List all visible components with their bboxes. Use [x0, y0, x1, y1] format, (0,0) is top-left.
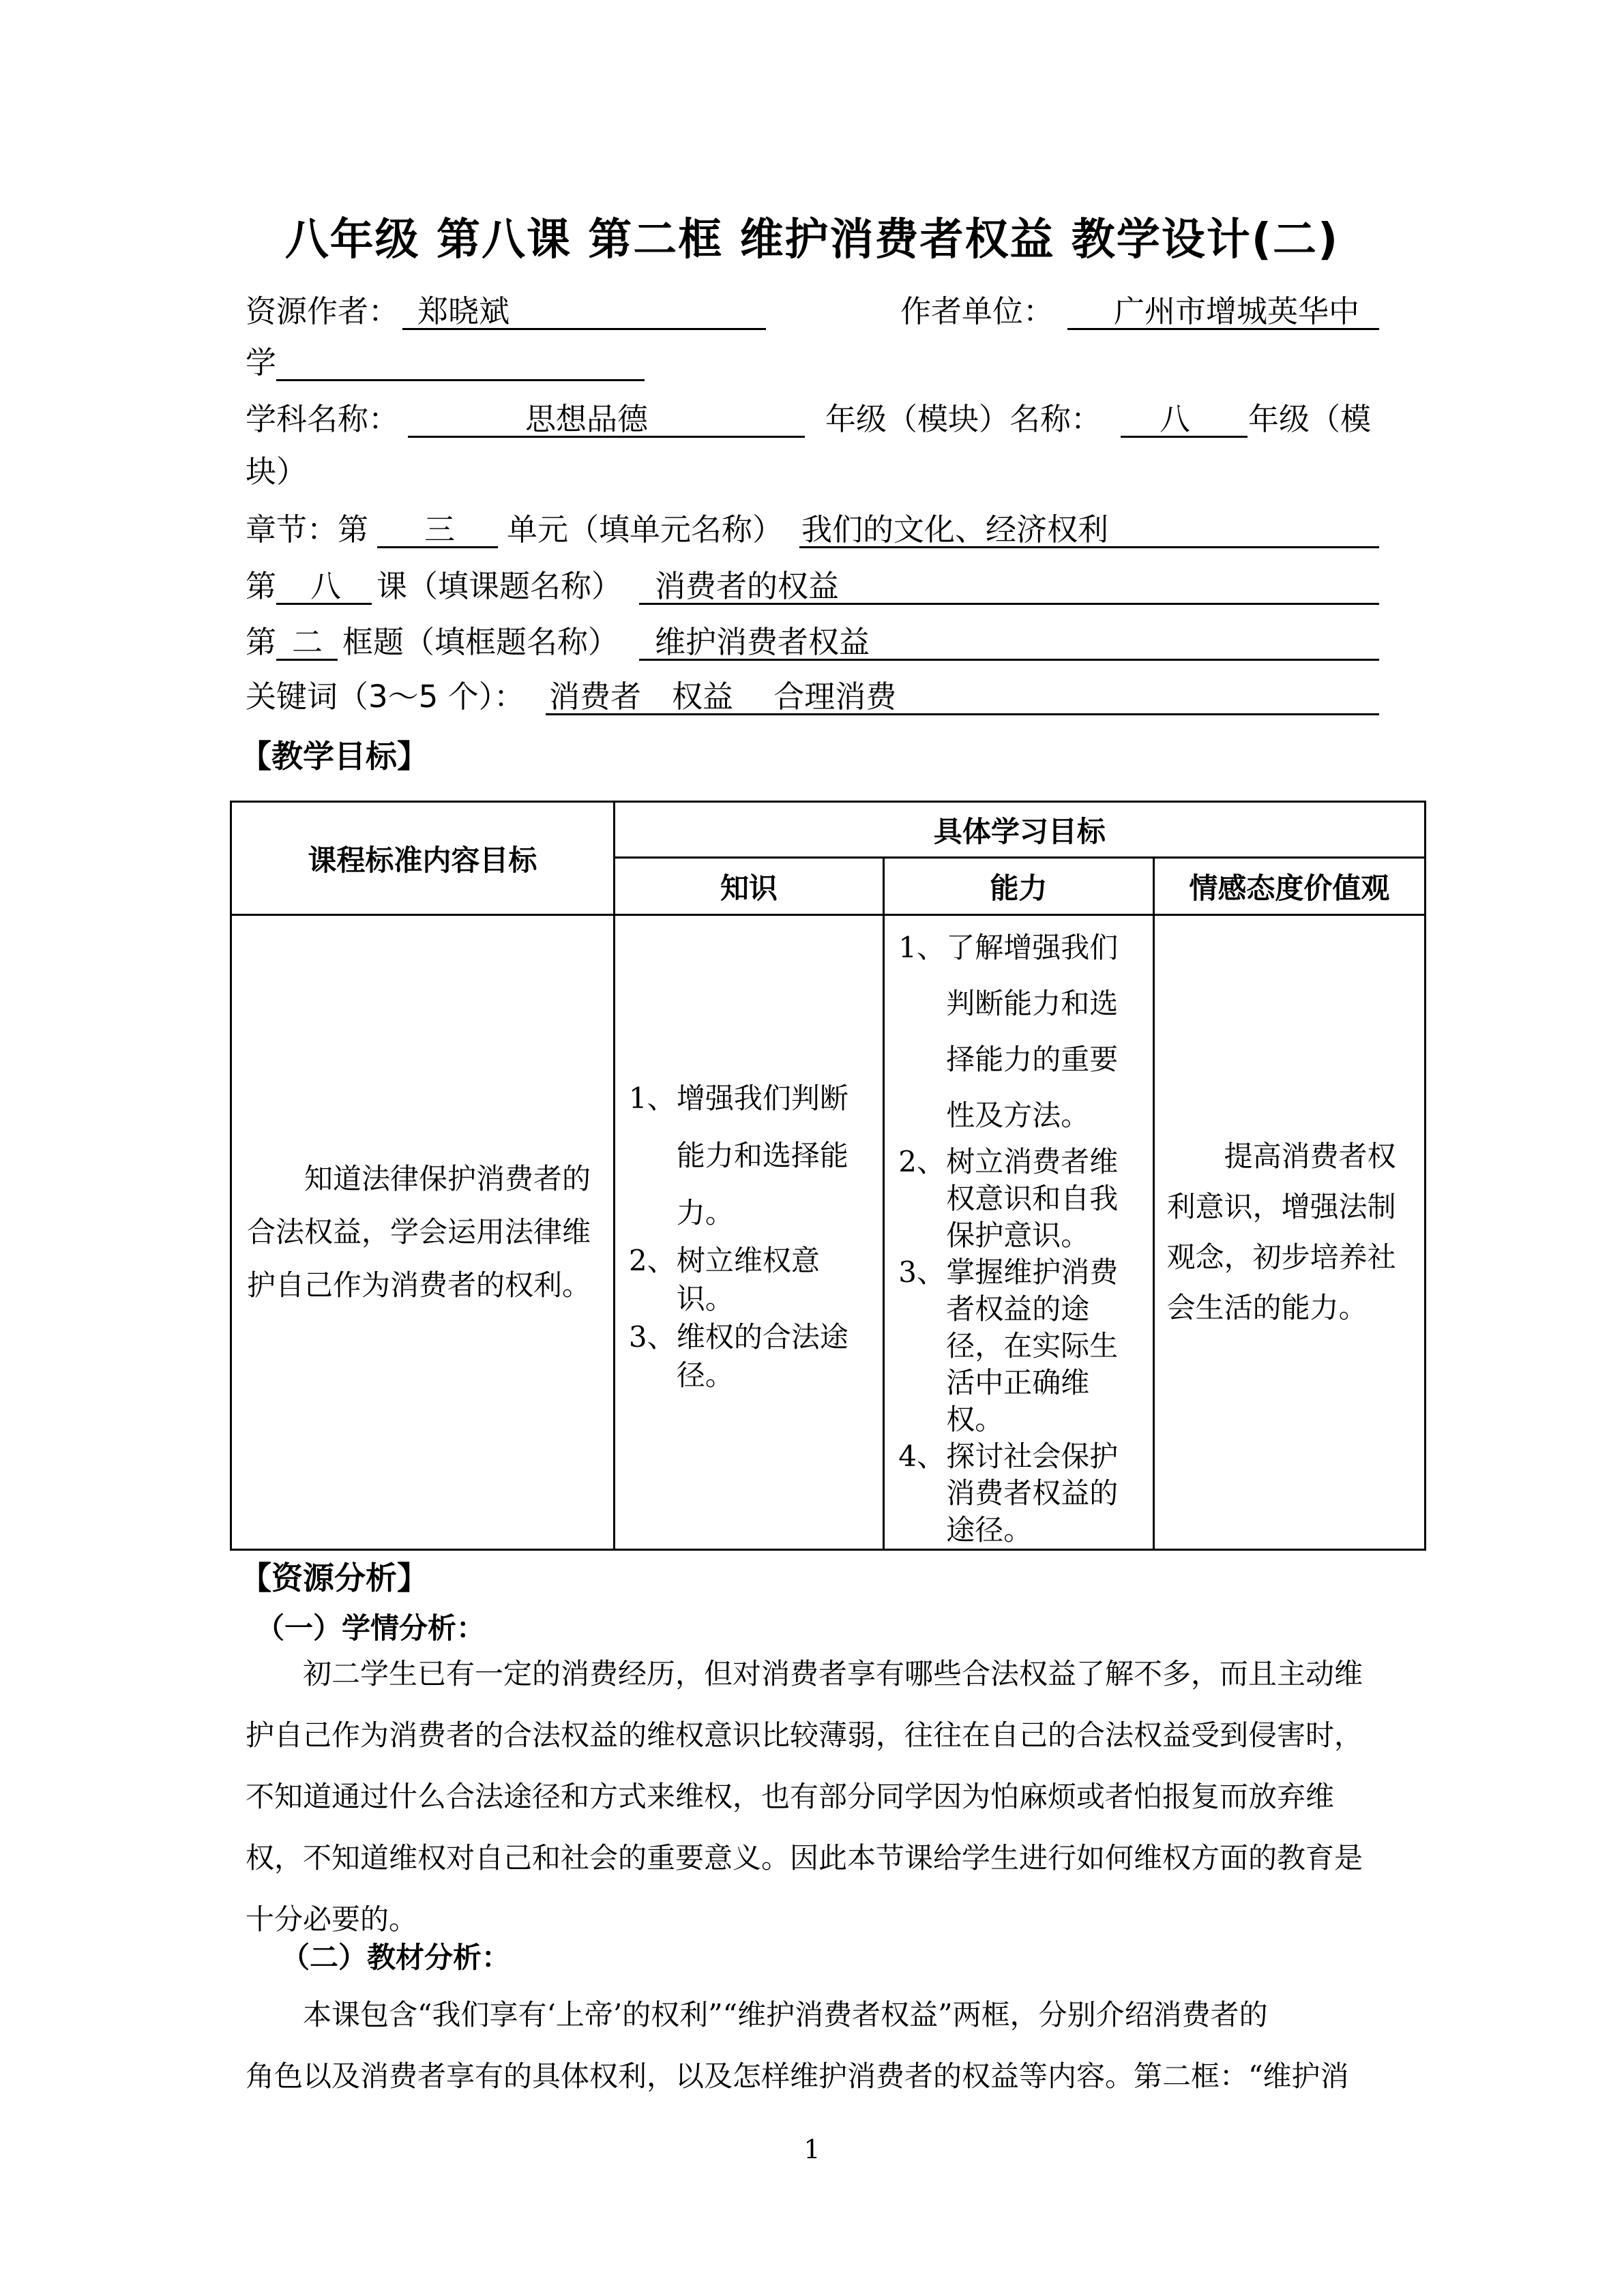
- paragraph-line: 角色以及消费者享有的具体权利，以及怎样维护消费者的权益等内容。第二框：“维护消: [246, 2059, 1349, 2093]
- unit-value: 广州市增城英华中: [1114, 293, 1360, 329]
- standard-line: 知道法律保护消费者的: [304, 1162, 591, 1195]
- grade-suffix-continued: 块）: [246, 453, 308, 490]
- header-course-standard: 课程标准内容目标: [231, 802, 615, 915]
- header-emotion: 情感态度价值观: [1153, 858, 1425, 915]
- item-text: 了解增强我们判断能力和选择能力的重要性及方法。: [946, 931, 1119, 1132]
- course-standard-text: [232, 1152, 613, 1312]
- lesson-mid: 课（填课题名称）: [377, 568, 623, 604]
- lesson-prefix: 第: [246, 568, 277, 604]
- unit-label: 作者单位：: [900, 293, 1054, 329]
- meta-author-row: [246, 290, 1379, 333]
- unit-underline-2: [276, 341, 645, 381]
- heading-textbook-analysis: （二）教材分析：: [281, 1941, 511, 1974]
- frame-name: 维护消费者权益: [655, 624, 870, 660]
- page-number: 1: [803, 2134, 821, 2164]
- list-item: [629, 1070, 873, 1242]
- paragraph-line: 不知道通过什么合法途径和方式来维权，也有部分同学因为怕麻烦或者怕报复而放弃维: [246, 1780, 1335, 1813]
- knowledge-list: [615, 1070, 883, 1395]
- item-text: 掌握维护消费者权益的途径，在实际生活中正确维权。: [946, 1255, 1119, 1436]
- item-number: 3、: [628, 1320, 676, 1354]
- emotion-line: 会生活的能力。: [1166, 1291, 1368, 1324]
- ability-list: [885, 920, 1152, 1549]
- lesson-name: 消费者的权益: [655, 568, 840, 604]
- item-number: 4、: [898, 1440, 945, 1473]
- frame-mid: 框题（填框题名称）: [342, 624, 619, 660]
- list-item: [898, 1438, 1142, 1549]
- meta-lesson-row: [246, 565, 1379, 608]
- item-number: 3、: [898, 1255, 945, 1289]
- standard-line: 护自己作为消费者的权利。: [247, 1268, 591, 1302]
- meta-chapter-row: [246, 508, 1379, 552]
- standard-line: 合法权益，学会运用法律维: [247, 1215, 591, 1249]
- emotion-line: 观念，初步培养社: [1166, 1240, 1396, 1274]
- textbook-analysis-paragraph: [246, 1984, 1374, 2107]
- paragraph-line: 十分必要的。: [246, 1903, 418, 1936]
- grade-value: 八: [1160, 401, 1191, 437]
- subject-value: 思想品德: [525, 401, 649, 437]
- heading-student-analysis: （一）学情分析：: [256, 1611, 486, 1645]
- item-number: 2、: [898, 1145, 945, 1178]
- meta-keywords-row: [246, 675, 1379, 719]
- emotion-line: 提高消费者权: [1224, 1139, 1396, 1173]
- subject-label: 学科名称：: [246, 401, 400, 437]
- header-knowledge: 知识: [614, 858, 883, 915]
- meta-subject-row: [246, 398, 1379, 441]
- list-item: [898, 1254, 1142, 1438]
- emotion-line: 利意识，增强法制: [1166, 1190, 1396, 1223]
- grade-suffix: 年级（模: [1248, 401, 1372, 437]
- chapter-no: 三: [424, 511, 456, 548]
- keywords-value: 消费者 权益 合理消费: [549, 679, 897, 715]
- paragraph-line: 本课包含“我们享有‘上帝’的权利”“维护消费者权益”两框，分别介绍消费者的: [303, 1998, 1268, 2031]
- cell-knowledge: [614, 915, 883, 1550]
- keywords-label: 关键词（3～5 个）：: [246, 679, 525, 715]
- item-text: 增强我们判断能力和选择能力。: [676, 1082, 848, 1229]
- paragraph-line: 权，不知道维权对自己和社会的重要意义。因此本节课给学生进行如何维权方面的教育是: [246, 1841, 1363, 1875]
- meta-unit-row-2: [246, 341, 1379, 385]
- chapter-name: 我们的文化、经济权利: [801, 511, 1109, 548]
- paragraph-line: 护自己作为消费者的合法权益的维权意识比较薄弱，往往在自己的合法权益受到侵害时，: [246, 1718, 1363, 1752]
- item-text: 维权的合法途径。: [676, 1320, 848, 1392]
- list-item: [629, 1318, 873, 1395]
- item-number: 2、: [628, 1244, 676, 1277]
- grade-label: 年级（模块）名称：: [825, 401, 1102, 437]
- heading-resource-analysis: 【资源分析】: [240, 1560, 428, 1596]
- item-number: 1、: [628, 1082, 676, 1115]
- item-number: 1、: [898, 931, 945, 964]
- list-item: [629, 1242, 873, 1318]
- author-label: 资源作者：: [246, 293, 400, 329]
- list-item: [898, 1144, 1142, 1254]
- item-text: 树立维权意识。: [676, 1244, 820, 1315]
- frame-no: 二: [292, 624, 323, 660]
- heading-teaching-goals: 【教学目标】: [240, 738, 428, 775]
- goals-table: [230, 801, 1426, 1551]
- cell-course-standard: [231, 915, 615, 1550]
- cell-emotion: [1153, 915, 1425, 1550]
- item-text: 树立消费者维权意识和自我保护意识。: [946, 1145, 1119, 1252]
- lesson-no: 八: [310, 568, 342, 604]
- header-specific-goals: 具体学习目标: [614, 802, 1425, 858]
- unit-value-continued: 学: [246, 344, 277, 381]
- item-text: 探讨社会保护消费者权益的途径。: [946, 1440, 1119, 1547]
- list-item: [898, 920, 1142, 1144]
- paragraph-line: 初二学生已有一定的消费经历，但对消费者享有哪些合法权益了解不多，而且主动维: [303, 1657, 1363, 1690]
- chapter-prefix: 章节：第: [246, 511, 369, 548]
- cell-ability: [884, 915, 1153, 1550]
- meta-grade-row-2: [246, 450, 1379, 494]
- student-analysis-paragraph: [246, 1643, 1374, 1950]
- frame-prefix: 第: [246, 624, 277, 660]
- header-ability: 能力: [884, 858, 1153, 915]
- page-title: 八年级 第八课 第二框 维护消费者权益 教学设计(二): [284, 215, 1340, 265]
- chapter-mid: 单元（填单元名称）: [507, 511, 784, 548]
- meta-frame-row: [246, 621, 1379, 664]
- author-value: 郑晓斌: [417, 293, 510, 329]
- emotion-text: [1155, 1131, 1424, 1333]
